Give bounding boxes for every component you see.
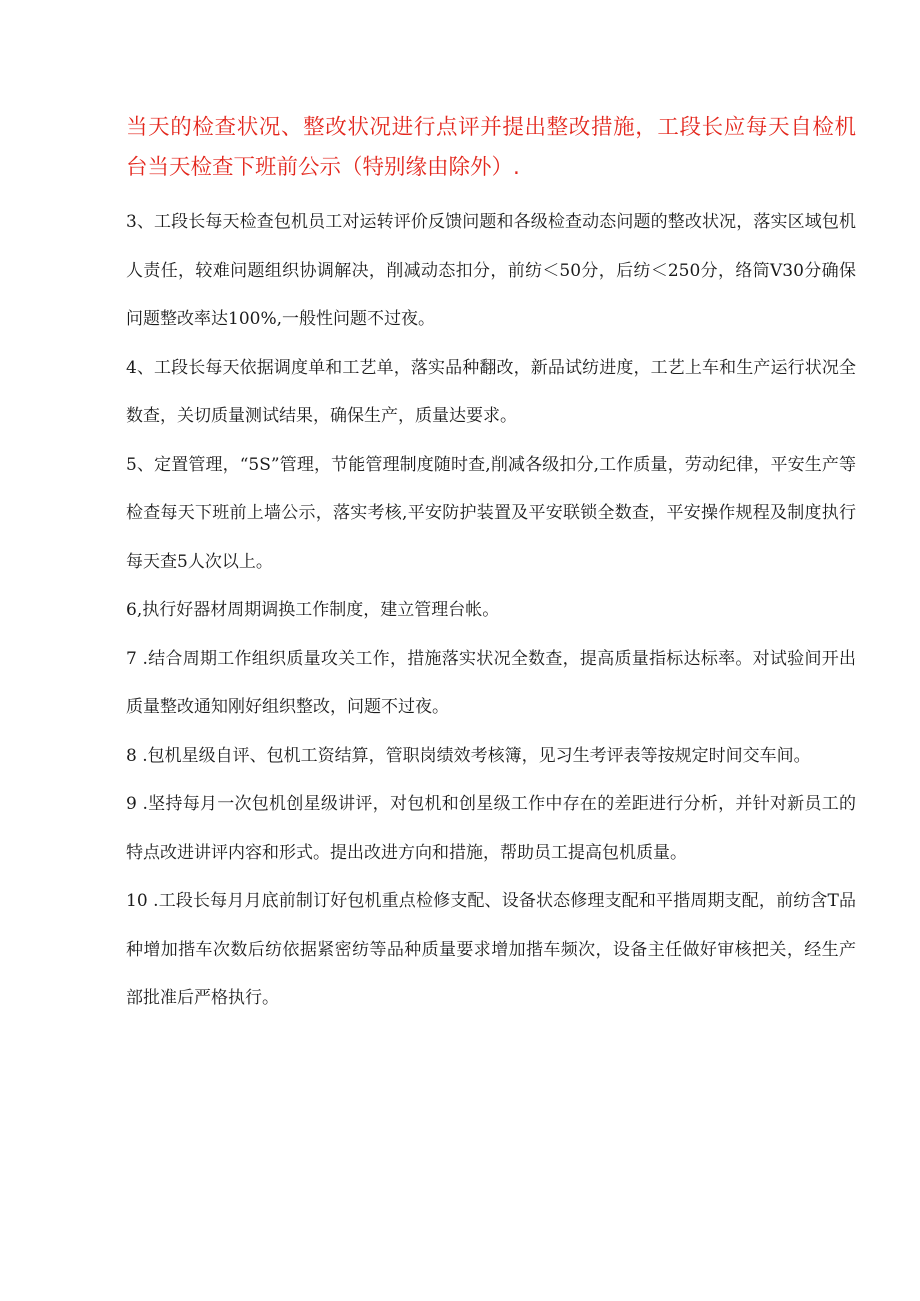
document-page: [126, 108, 856, 1023]
list-item-6: 6,执行好器材周期调换工作制度，建立管理台帐。: [126, 600, 500, 620]
list-item-5: 5、定置管理，“5S”管理，节能管理制度随时查,削减各级扣分,工作质量，劳动纪律，平安生产等检查每天下班前上墙公示，落实考核,平安防护装置及平安联锁全数查，平安操作规程及制度执行每天查5人次以上。: [126, 454, 856, 572]
list-item-4: 4、工段长每天依据调度单和工艺单，落实品种翻改，新品试纺进度，工艺上车和生产运行状况全数查，关切质量测试结果，确保生产，质量达要求。: [126, 357, 856, 426]
highlighted-intro-text: 当天的检查状况、整改状况进行点评并提出整改措施，工段长应每天自检机台当天检查下班前公示（特别缘由除外）.: [126, 115, 856, 180]
list-item-8: 8 .包机星级自评、包机工资结算，管职岗绩效考核簿，见习生考评表等按规定时间交车间。: [126, 745, 811, 766]
list-item-7: 7 .结合周期工作组织质量攻关工作，措施落实状况全数查，提高质量指标达标率。对试验间开出质量整改通知刚好组织整改，问题不过夜。: [126, 648, 856, 717]
list-item-9: 9 .坚持每月一次包机创星级讲评，对包机和创星级工作中存在的差距进行分析，并针对新员工的特点改进讲评内容和形式。提出改进方向和措施，帮助员工提高包机质量。: [126, 794, 856, 863]
list-item-3: 3、工段长每天检查包机员工对运转评价反馈问题和各级检查动态问题的整改状况，落实区域包机人责任，较难问题组织协调解决，削减动态扣分，前纺＜50分，后纺＜250分，络筒V30分确保问题整改率达100%,一般性问题不过夜。: [126, 212, 856, 329]
list-item-10: 10 .工段长每月月底前制订好包机重点检修支配、设备状态修理支配和平揩周期支配，前纺含T品种增加揩车次数后纺依据紧密纺等品种质量要求增加揩车频次，设备主任做好审核把关，经生产部批准后严格执行。: [126, 891, 856, 1008]
